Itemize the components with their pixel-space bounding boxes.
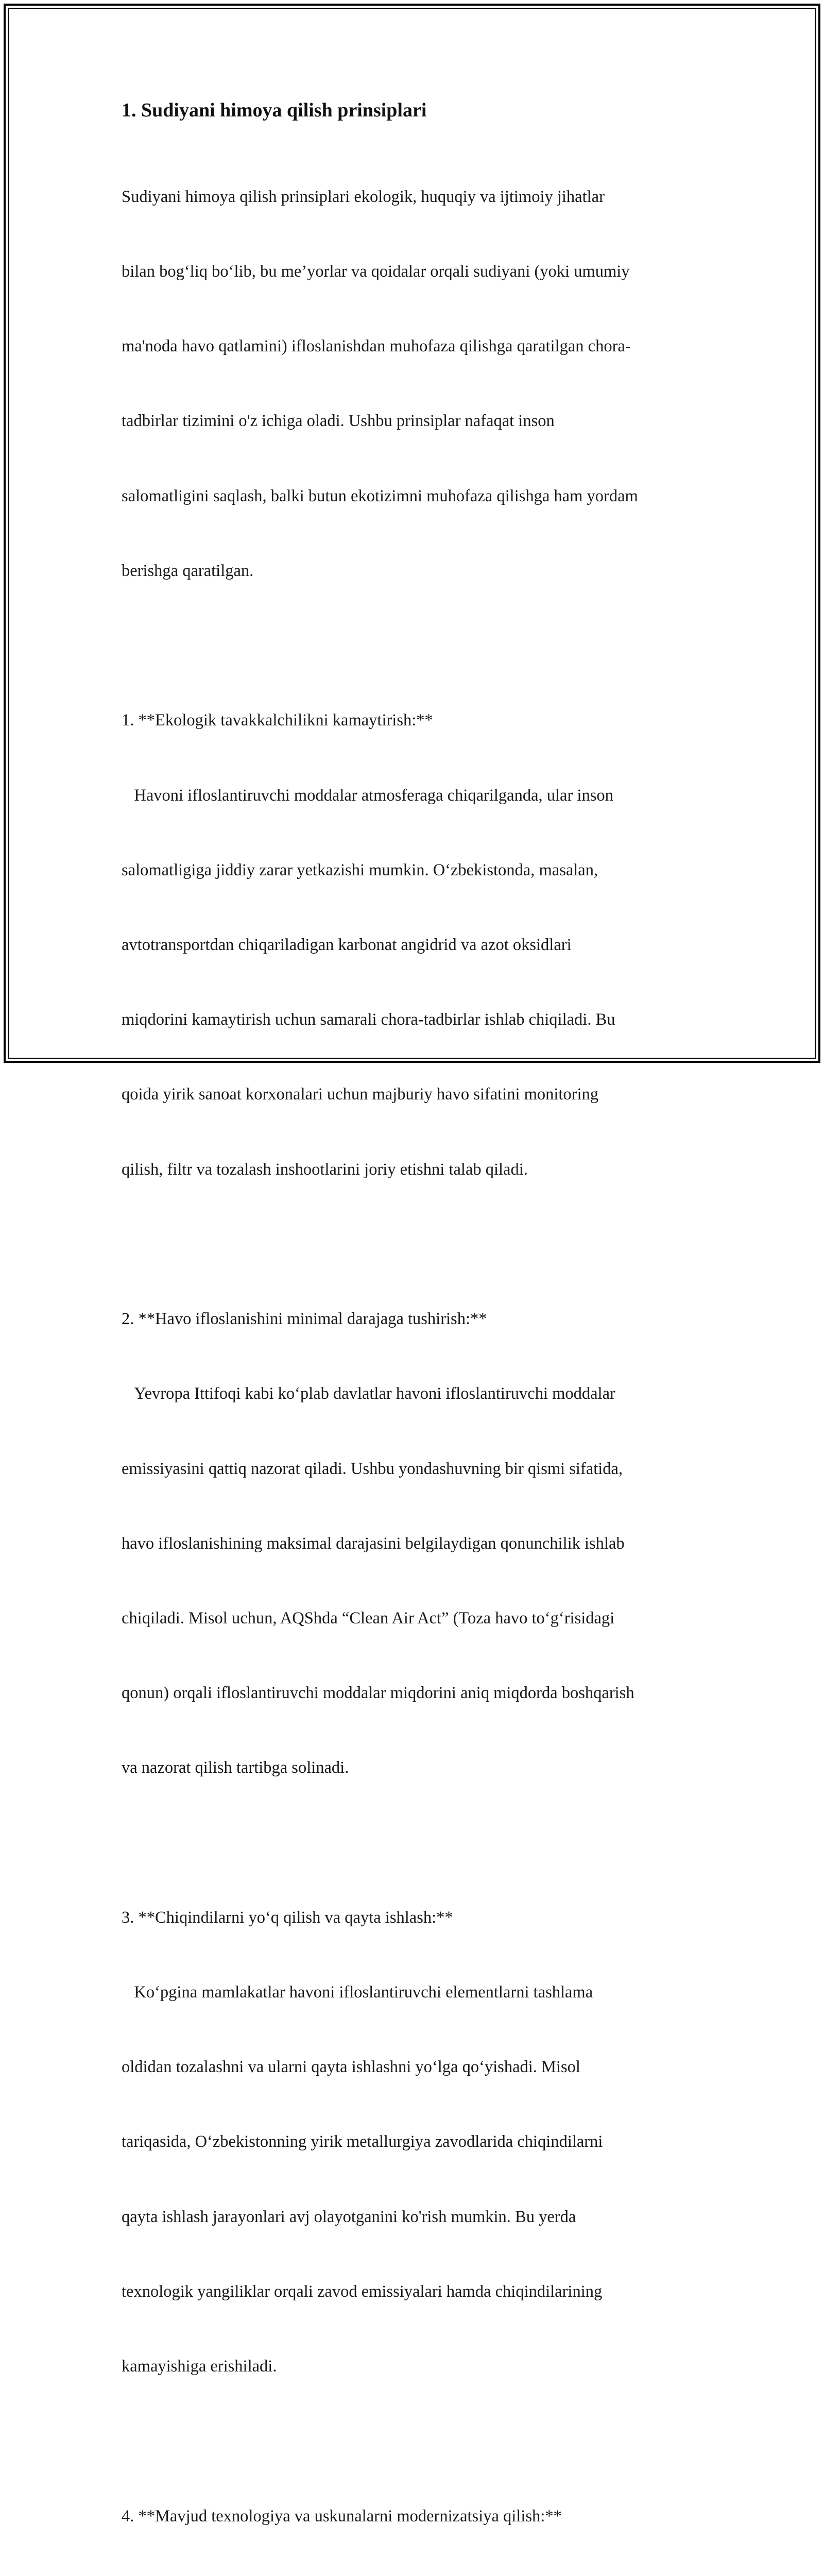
intro-line: berishga qaratilgan. [122, 561, 254, 580]
intro-line: salomatligini saqlash, balki butun ekotizimni muhofaza qilishga ham yordam [122, 486, 638, 505]
section-4 [122, 2454, 709, 2576]
section-line: miqdorini kamaytirish uchun samarali chora-tadbirlar ishlab chiqiladi. Bu [122, 1010, 615, 1029]
section-1 [122, 658, 709, 1232]
section-2 [122, 1257, 709, 1830]
section-line: texnologik yangiliklar orqali zavod emissiyalari hamda chiqindilarining [122, 2282, 603, 2301]
intro-line: tadbirlar tizimini o'z ichiga oladi. Ushbu prinsiplar nafaqat inson [122, 412, 555, 431]
intro-line: bilan bog‘liq bo‘lib, bu me’yorlar va qoidalar orqali sudiyani (yoki umumiy [122, 262, 630, 281]
section-line: Havoni ifloslantiruvchi moddalar atmosferaga chiqarilganda, ular inson [122, 786, 613, 805]
intro-paragraph [122, 134, 709, 633]
document-title: 1. Sudiyani himoya qilish prinsiplari [122, 99, 427, 121]
section-line: Yevropa Ittifoqi kabi ko‘plab davlatlar havoni ifloslantiruvchi moddalar [122, 1384, 615, 1403]
section-line: oldidan tozalashni va ularni qayta ishlashni yo‘lga qo‘yishadi. Misol [122, 2058, 580, 2077]
section-line: havo ifloslanishining maksimal darajasini belgilaydigan qonunchilik ishlab [122, 1534, 625, 1553]
section-line: qayta ishlash jarayonlari avj olayotganini ko'rish mumkin. Bu yerda [122, 2207, 576, 2226]
section-line: avtotransportdan chiqariladigan karbonat angidrid va azot oksidlari [122, 935, 572, 954]
section-line: tariqasida, O‘zbekistonning yirik metallurgiya zavodlarida chiqindilarni [122, 2132, 603, 2151]
section-line: va nazorat qilish tartibga solinadi. [122, 1758, 349, 1777]
section-heading: 4. **Mavjud texnologiya va uskunalarni modernizatsiya qilish:** [122, 2506, 562, 2526]
intro-line: ma'noda havo qatlamini) ifloslanishdan muhofaza qilishga qaratilgan chora- [122, 337, 631, 356]
document-content [122, 97, 709, 2576]
section-line: qoida yirik sanoat korxonalari uchun majburiy havo sifatini monitoring [122, 1085, 599, 1104]
intro-line: Sudiyani himoya qilish prinsiplari ekologik, huquqiy va ijtimoiy jihatlar [122, 187, 605, 206]
section-line: emissiyasini qattiq nazorat qiladi. Ushbu yondashuvning bir qismi sifatida, [122, 1459, 623, 1478]
section-heading: 1. **Ekologik tavakkalchilikni kamaytirish:** [122, 711, 433, 730]
section-heading: 3. **Chiqindilarni yo‘q qilish va qayta ishlash:** [122, 1908, 453, 1927]
section-line: Ko‘pgina mamlakatlar havoni ifloslantiruvchi elementlarni tashlama [122, 1983, 593, 2002]
section-line: kamayishiga erishiladi. [122, 2357, 277, 2376]
section-line: chiqiladi. Misol uchun, AQShda “Clean Air Act” (Toza havo to‘g‘risidagi [122, 1608, 615, 1628]
section-heading: 2. **Havo ifloslanishini minimal darajaga tushirish:** [122, 1310, 487, 1329]
section-3 [122, 1855, 709, 2429]
section-line: qilish, filtr va tozalash inshootlarini joriy etishni talab qiladi. [122, 1160, 528, 1179]
section-line: salomatligiga jiddiy zarar yetkazishi mumkin. O‘zbekistonda, masalan, [122, 860, 598, 879]
section-line: qonun) orqali ifloslantiruvchi moddalar miqdorini aniq miqdorda boshqarish [122, 1684, 634, 1703]
